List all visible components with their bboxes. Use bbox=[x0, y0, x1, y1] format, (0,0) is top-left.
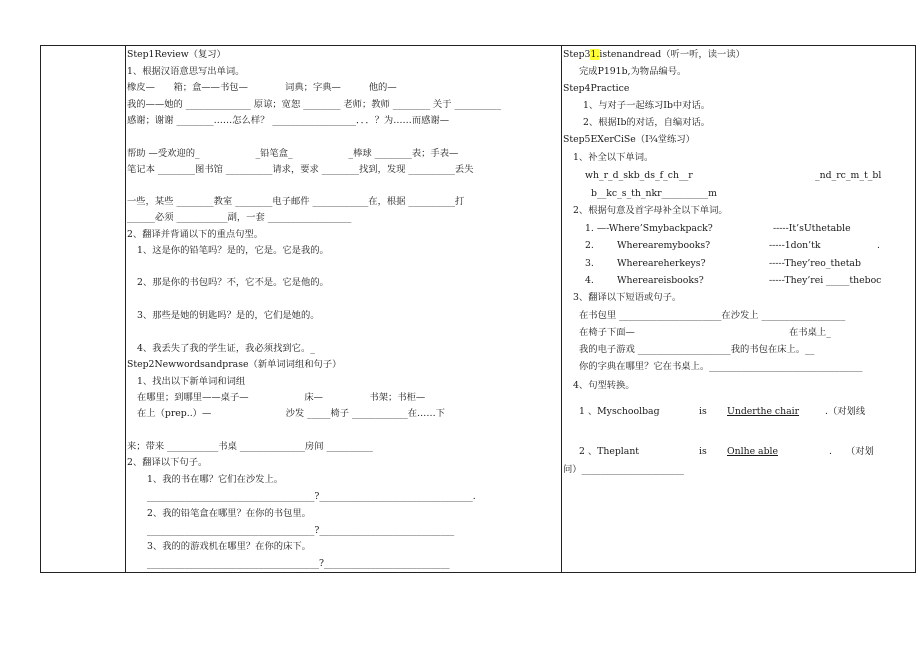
step5-task1: 1、补全以下单词。 bbox=[573, 152, 654, 163]
dialog-2-period: . bbox=[877, 240, 880, 251]
convert-1-note: .（对划线 bbox=[825, 406, 866, 417]
step4-item-2: 2、根据Ib的对话，自编对话。 bbox=[583, 117, 711, 128]
step3-rest: istenandread（听一听，读一读） bbox=[599, 49, 745, 60]
translate-2-answer-line[interactable]: ____________________________________?_____________________________ bbox=[147, 525, 455, 536]
column-divider-left bbox=[125, 46, 126, 572]
step5-task2: 2、根据句意及首字母补全以下单词。 bbox=[573, 205, 728, 216]
step3-prefix: Step3 bbox=[563, 49, 591, 60]
step1-task1: 1、根据汉语意思写出单词。 bbox=[127, 66, 245, 77]
translate-3: 3、我的的游戏机在哪里？在你的床下。 bbox=[147, 541, 311, 552]
dialog-3-question: Whereareherkeys? bbox=[617, 258, 706, 269]
vocab-row-6: 一些，某些 ________教室 ________电子邮件 ____________在，根据 __________打 bbox=[127, 196, 465, 207]
dialog-3-answer: -----They’reo_thetab bbox=[769, 258, 861, 269]
step2-vocab-row-1: 在哪里；到哪里——桌子— 床— 书架；书柜— bbox=[137, 392, 426, 403]
dialog-4-question: Whereareisbooks? bbox=[617, 275, 704, 286]
convert-2-note: . （对划 bbox=[829, 446, 874, 457]
step2-vocab-row-3: 来；带来 ___________书桌 ______________房间 __________ bbox=[127, 441, 373, 452]
convert-2-verb: is bbox=[699, 446, 707, 457]
dialog-2-answer: -----1don’tk bbox=[769, 240, 821, 251]
step2-task2: 2、翻译以下句子。 bbox=[127, 457, 208, 468]
convert-2-underlined: Onlhe able bbox=[727, 446, 778, 457]
translate-2: 2、我的铅笔盒在哪里？在你的书包里。 bbox=[147, 508, 311, 519]
dialog-4-answer: -----They’rei _____theboc bbox=[769, 275, 882, 286]
word-blanks-2: _nd_rc_m_t_bl bbox=[815, 170, 882, 181]
step4-title: Step4Practice bbox=[563, 83, 630, 94]
column-divider-middle bbox=[561, 46, 562, 572]
convert-2-subject: 2 、Theplant bbox=[579, 446, 640, 457]
step2-title: Step2Newwordsandprase（新单词词组和句子） bbox=[127, 359, 342, 370]
step3-title bbox=[563, 49, 917, 61]
vocab-row-4: 帮助 —受欢迎的_ _铅笔盒_ _棒球 ________表；手表— bbox=[127, 148, 459, 159]
convert-row-2-end: 问）______________________ bbox=[563, 464, 684, 475]
step1-title: Step1Review（复习） bbox=[127, 49, 226, 60]
convert-1-verb: is bbox=[699, 406, 707, 417]
vocab-row-2: 我的——她的 ______________ 原谅；宽恕 ________ 老师；教师 ________ 关于 __________ bbox=[127, 99, 501, 110]
step3-instruction: 完成P191b,为物品编号。 bbox=[579, 66, 687, 77]
phrase-row-1: 在书包里 ______________________在沙发上 __________________ bbox=[579, 310, 846, 321]
dialog-4-number: 4. bbox=[585, 275, 594, 286]
translate-1-answer-line[interactable]: ____________________________________?_________________________________. bbox=[147, 491, 476, 502]
sentence-3: 3、那些是她的钥匙吗？是的，它们是她的。 bbox=[137, 310, 320, 321]
vocab-row-3: 感谢；谢谢 ________……怎么样？ __________________．．．？为……而感谢— bbox=[127, 115, 450, 126]
dialog-3-number: 3. bbox=[585, 258, 594, 269]
vocab-row-1: 橡皮— 箱；盒——书包— 词典；字典— 他的— bbox=[127, 82, 397, 93]
vocab-row-5: 笔记本 ________图书馆 __________请求，要求 ________找到，发现 __________丢失 bbox=[127, 164, 474, 175]
step3-highlight: 1. bbox=[590, 49, 600, 60]
phrase-on-desk: 在书桌上_ bbox=[789, 327, 831, 338]
dialog-1-question: 1. —-Where’Smybackpack? bbox=[585, 223, 713, 234]
step2-vocab-row-2: 在上（prep..）— 沙发 _____椅子 ____________在……下 bbox=[137, 408, 445, 419]
translate-3-answer-line[interactable]: _____________________________________?___________________________ bbox=[147, 558, 450, 569]
step1-task2: 2、翻译并背诵以下的重点句型。 bbox=[127, 229, 264, 240]
step2-task1: 1、找出以下新单词和词组 bbox=[137, 376, 246, 387]
convert-1-underlined: Underthe chair bbox=[727, 406, 800, 417]
word-blanks-1: wh_r_d_skb_ds_f_ch__r bbox=[585, 170, 693, 181]
convert-1-subject: 1 、Myschoolbag bbox=[579, 406, 660, 417]
phrase-row-3: 我的电子游戏 ____________________我的书包在床上。__ bbox=[579, 344, 815, 355]
translate-1: 1、我的书在哪？它们在沙发上。 bbox=[147, 474, 284, 485]
step5-task4: 4、句型转换。 bbox=[573, 380, 635, 391]
phrase-row-4: 你的字典在哪里？它在书桌上。_________________________________ bbox=[579, 361, 863, 372]
sentence-4: 4、我丢失了我的学生证，我必须找到它。_ bbox=[137, 343, 315, 354]
sentence-1: 1、这是你的铅笔吗？是的，它是。它是我的。 bbox=[137, 245, 329, 256]
left-column bbox=[127, 46, 561, 572]
worksheet-table bbox=[40, 45, 916, 573]
vocab-row-7: ______必须 ___________副，一套 __________________ bbox=[127, 212, 352, 223]
word-blanks-3: b__kc_s_th_nkr__________m bbox=[591, 188, 717, 199]
dialog-2-number: 2. bbox=[585, 240, 594, 251]
step5-title: Step5EXerCiSe（I¾堂练习） bbox=[563, 134, 695, 145]
dialog-2-question: Wherearemybooks? bbox=[617, 240, 711, 251]
step5-task3: 3、翻译以下短语或句子。 bbox=[573, 292, 682, 303]
sentence-2: 2、那是你的书包吗？不，它不是。它是他的。 bbox=[137, 277, 329, 288]
right-column bbox=[563, 46, 917, 572]
dialog-1-answer: -----It’sUthetable bbox=[773, 223, 851, 234]
step4-item-1: 1、与对子一起练习Ib中对话。 bbox=[583, 100, 711, 111]
phrase-under-chair: 在椅子下面— bbox=[579, 327, 635, 338]
